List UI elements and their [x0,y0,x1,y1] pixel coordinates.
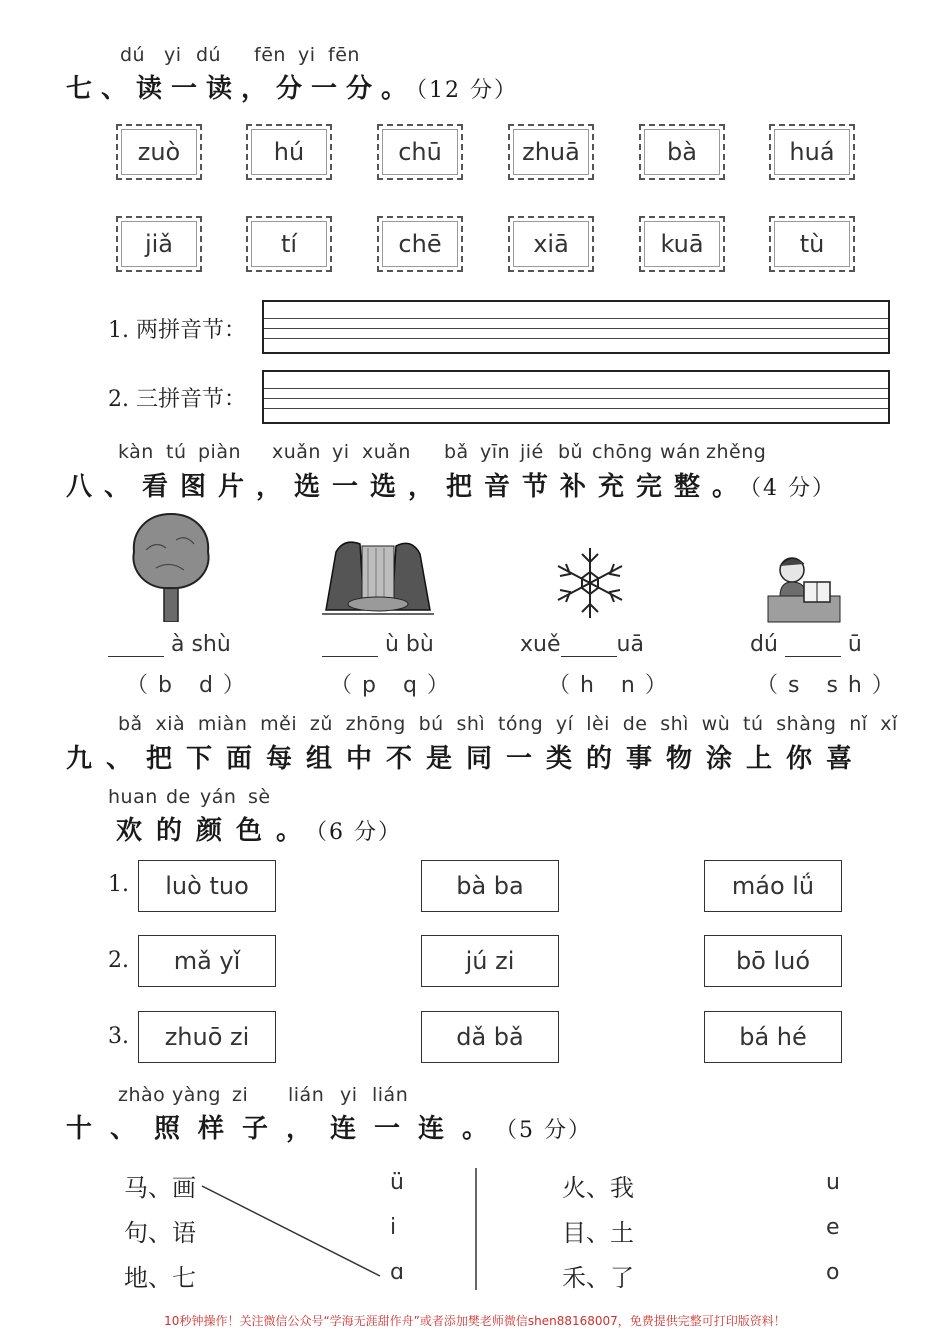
pinyin: zǔ [309,713,333,735]
syllable-text: ù bù [385,632,434,657]
pinyin: lián [372,1084,409,1106]
pinyin: dú [120,44,146,66]
vowel[interactable]: ü [390,1170,404,1195]
pinyin: xuǎn [362,441,411,463]
syllable-text: xuě [520,632,561,657]
syllable-text: à shù [171,632,231,657]
pinyin: zi [232,1084,249,1106]
pinyin: miàn [197,713,248,735]
pinyin: měi [260,713,298,735]
pinyin: tú [743,713,764,735]
pinyin: yi [332,441,350,463]
character-pair[interactable]: 马、画 [124,1174,196,1202]
vowel[interactable]: e [826,1215,840,1240]
pinyin: yi [164,44,182,66]
pinyin: yi [340,1084,358,1106]
pinyin: nǐ [849,713,868,735]
syllable-card: kuā [639,216,725,272]
pinyin: huan [108,786,158,808]
character-pair[interactable]: 地、七 [124,1264,196,1292]
pinyin: lián [288,1084,325,1106]
word-box[interactable]: bō luó [704,935,842,987]
choice-options: （p q） [330,673,459,698]
pinyin: dú [196,44,222,66]
pinyin: wù [701,713,731,735]
pinyin: yí [555,713,574,735]
pinyin: xuǎn [272,441,321,463]
pinyin: zhōng [345,713,406,735]
pinyin: zhào [118,1084,166,1106]
score: （12 分） [416,78,519,103]
pinyin: bǎ [118,713,143,735]
word-box[interactable]: jú zi [421,935,559,987]
word-box[interactable]: máo lǘ [704,860,842,912]
pinyin: bǔ [558,441,584,463]
title-text: 欢的颜色。 [116,816,317,846]
score: （6 分） [316,820,403,845]
syllable-card: tí [246,216,332,272]
syllable-card: xiā [508,216,594,272]
score: （5 分） [506,1118,593,1143]
syllable-card: huá [769,124,855,180]
pinyin: shì [456,713,486,735]
word-box[interactable]: luò tuo [138,860,276,912]
syllable-card: hú [246,124,332,180]
pinyin: lèi [586,713,610,735]
syllable-text: dú [750,632,778,657]
word-box[interactable]: bá hé [704,1011,842,1063]
syllable-card: zhuā [508,124,594,180]
pinyin: kàn [118,441,154,463]
character-pair[interactable]: 火、我 [562,1174,634,1202]
character-pair[interactable]: 句、语 [124,1219,196,1247]
pinyin: de [166,786,191,808]
pinyin: fēn [254,44,286,66]
choice-options: （s sh） [756,673,904,698]
title-text: 十、照样子，连一连。 [66,1114,507,1144]
title-text: 八、看图片，选一选，把音节补充完整。 [66,472,751,502]
pinyin: yán [200,786,237,808]
choice-options: （h n） [548,673,677,698]
word-box[interactable]: zhuō zi [138,1011,276,1063]
syllable-card: chū [377,124,463,180]
pinyin: sè [248,786,271,808]
pinyin: shàng [776,713,837,735]
two-syllable-label: 1. 两拼音节： [108,318,246,343]
three-syllable-label: 2. 三拼音节： [108,387,246,412]
pinyin: bú [418,713,444,735]
pinyin: shì [660,713,689,735]
footer-promo: 10秒钟操作！关注微信公众号“学海无涯甜作舟”或者添加樊老师微信shen88168007，免费提供完整可打印版资料！ [164,1314,786,1328]
pinyin: piàn [198,441,242,463]
syllable-card: tù [769,216,855,272]
syllable-card: chē [377,216,463,272]
pinyin: tóng [497,713,544,735]
pinyin: chōng [592,441,653,463]
vowel[interactable]: o [826,1260,840,1285]
choice-options: （b d） [126,673,255,698]
pinyin: bǎ [444,441,469,463]
pinyin: yàng [172,1084,221,1106]
section-title: 九、把下面每组中不是同一类的事物涂上你喜 [66,744,867,774]
score: （4 分） [750,476,837,501]
pinyin: yīn [480,441,511,463]
pinyin: zhěng [706,441,767,463]
title-text: 七、读一读，分一分。 [66,74,417,104]
syllable-text: ū [847,632,862,657]
pinyin: jié [520,441,544,463]
pinyin: tú [166,441,187,463]
vowel[interactable]: u [826,1170,840,1195]
pinyin: xǐ [880,713,898,735]
syllable-card: zuò [116,124,202,180]
group-number: 2. [108,948,129,973]
vowel[interactable]: i [390,1215,397,1240]
pinyin: wán [660,441,701,463]
pinyin: de [622,713,648,735]
word-box[interactable]: dǎ bǎ [421,1011,559,1063]
word-box[interactable]: mǎ yǐ [138,935,276,987]
pinyin: xià [155,713,186,735]
group-number: 1. [108,872,129,897]
pinyin: yi [298,44,316,66]
syllable-text: uā [616,632,644,657]
syllable-card: jiǎ [116,216,202,272]
pinyin: fēn [328,44,360,66]
syllable-card: bà [639,124,725,180]
character-pair[interactable]: 目、土 [562,1219,634,1247]
group-number: 3. [108,1024,129,1049]
vowel[interactable]: ɑ [390,1260,404,1285]
word-box[interactable]: bà ba [421,860,559,912]
character-pair[interactable]: 禾、了 [562,1264,634,1292]
